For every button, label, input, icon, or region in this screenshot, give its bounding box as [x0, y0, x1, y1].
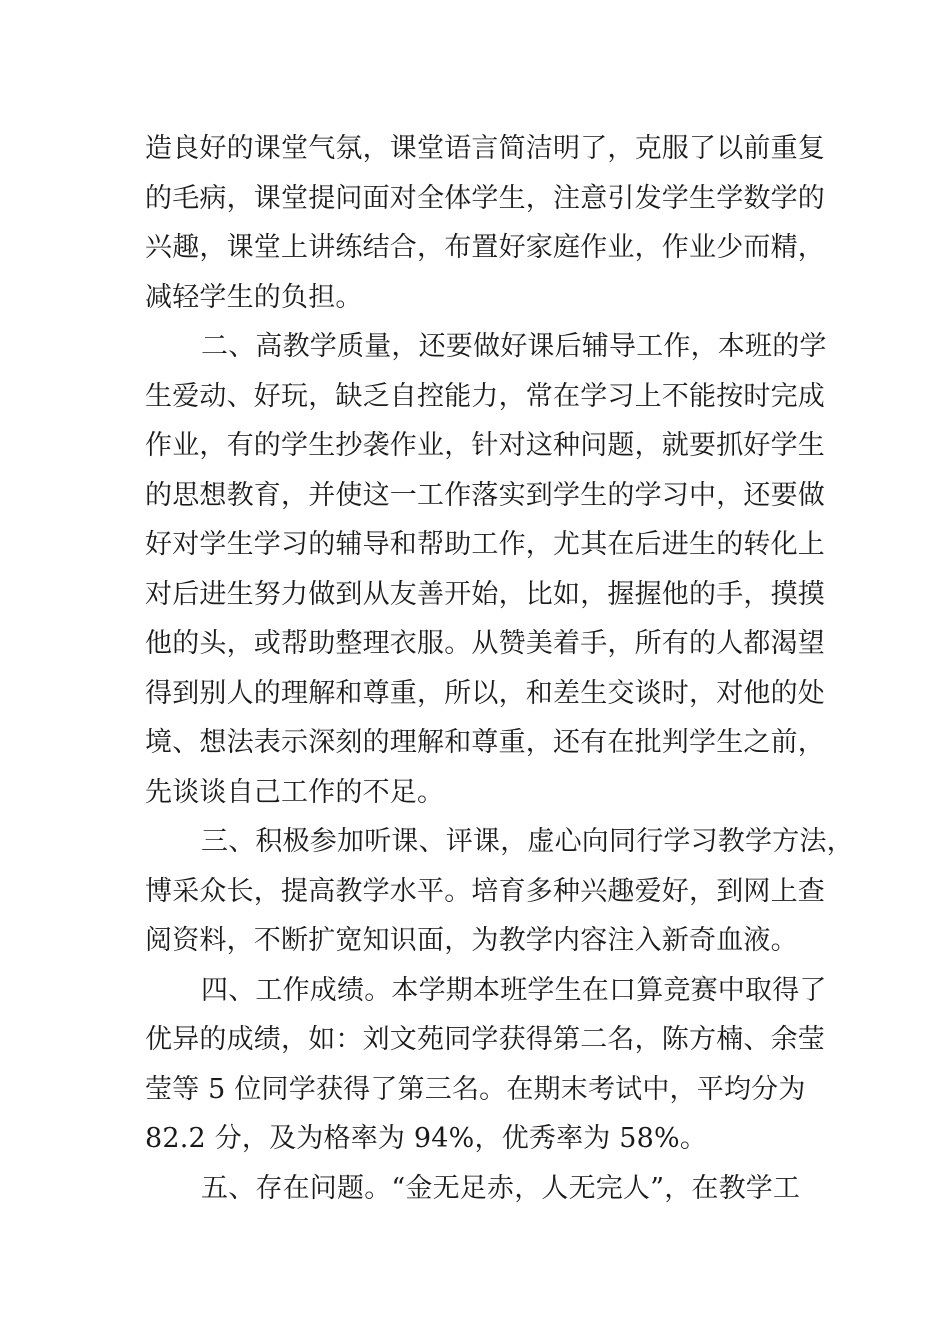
text-line: 减轻学生的负担。: [145, 281, 363, 313]
paragraph-start-3: 三、积极参加听课、评课，虚心向同行学习教学方法，: [201, 826, 854, 857]
text-line: 的思想教育，并使这一工作落实到学生的学习中，还要做: [145, 479, 825, 511]
text-line: 优异的成绩，如：刘文苑同学获得第二名，陈方楠、余莹: [145, 1024, 825, 1055]
text-line: 对后进生努力做到从友善开始，比如，握握他的手，摸摸: [145, 578, 825, 610]
text-line: 得到别人的理解和尊重，所以，和差生交谈时，对他的处: [145, 677, 825, 709]
text-line: 阅资料，不断扩宽知识面，为教学内容注入新奇血液。: [145, 925, 798, 956]
text-line: 兴趣，课堂上讲练结合，布置好家庭作业，作业少而精，: [145, 232, 825, 263]
paragraph-start-4: 四、工作成绩。本学期本班学生在口算竞赛中取得了: [201, 974, 827, 1006]
text-line: 的毛病，课堂提问面对全体学生，注意引发学生学数学的: [145, 182, 825, 214]
text-line: 先谈谈自己工作的不足。: [145, 776, 445, 808]
paragraph-start-5: 五、存在问题。“金无足赤，人无完人”，在教学工: [201, 1172, 801, 1204]
text-line: 他的头，或帮助整理衣服。从赞美着手，所有的人都渴望: [145, 628, 825, 659]
text-line: 博采众长，提高教学水平。培育多种兴趣爱好，到网上查: [145, 875, 825, 907]
text-line: 好对学生学习的辅导和帮助工作，尤其在后进生的转化上: [145, 529, 825, 560]
text-line: 生爱动、好玩，缺乏自控能力，常在学习上不能按时完成: [145, 380, 825, 412]
text-line: 造良好的课堂气氛，课堂语言简洁明了，克服了以前重复: [145, 133, 825, 164]
paragraph-start-2: 二、高教学质量，还要做好课后辅导工作，本班的学: [201, 331, 827, 362]
text-line: 82.2 分，及为格率为 94%，优秀率为 58%。: [145, 1123, 708, 1154]
body-text: [145, 124, 854, 1213]
text-line: 莹等 5 位同学获得了第三名。在期末考试中，平均分为: [145, 1073, 806, 1105]
text-line: 境、想法表示深刻的理解和尊重，还有在批判学生之前，: [145, 727, 825, 758]
text-line: 作业，有的学生抄袭作业，针对这种问题，就要抓好学生: [145, 430, 825, 461]
